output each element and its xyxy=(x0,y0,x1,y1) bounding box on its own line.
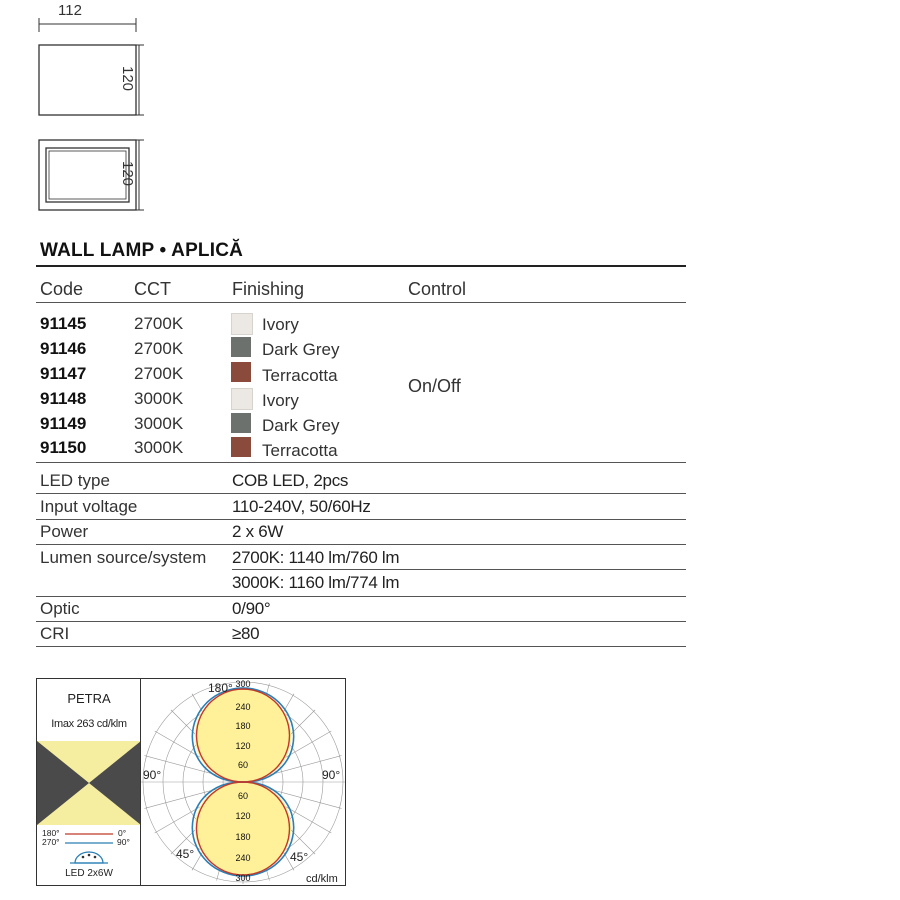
spec-rule xyxy=(36,493,686,494)
angle-top: 180° xyxy=(208,681,233,695)
spec-rule xyxy=(36,544,686,545)
ring-label: 180 xyxy=(235,721,251,731)
title-rule xyxy=(36,265,686,267)
row-finishing: Terracotta xyxy=(262,366,338,385)
row-finishing: Ivory xyxy=(262,391,299,410)
row-code: 91145 xyxy=(40,314,87,333)
angle-bottom-left: 45° xyxy=(176,847,195,861)
spec-value: 0/90° xyxy=(232,599,271,618)
spec-label: Input voltage xyxy=(40,497,138,516)
finish-swatch xyxy=(231,313,253,335)
spec-value: 2 x 6W xyxy=(232,522,284,541)
row-code: 91148 xyxy=(40,389,87,408)
product-title: WALL LAMP • APLICĂ xyxy=(40,240,244,261)
row-finishing: Dark Grey xyxy=(262,416,340,435)
ring-label: 120 xyxy=(235,811,251,821)
row-code: 91146 xyxy=(40,339,87,358)
height-label-side: 120 xyxy=(119,160,137,187)
spec-value: 110-240V, 50/60Hz xyxy=(232,497,371,516)
spec-value: ≥80 xyxy=(232,624,260,643)
finish-swatch xyxy=(231,437,251,457)
row-cct: 2700K xyxy=(134,364,184,383)
row-finishing: Ivory xyxy=(262,315,299,334)
spec-label: Optic xyxy=(40,599,80,618)
dimension-lines xyxy=(20,0,160,225)
led-label: LED 2x6W xyxy=(65,868,113,879)
ring-label: 60 xyxy=(237,760,249,770)
ring-label: 120 xyxy=(235,741,251,751)
legend-0: 0° xyxy=(118,828,127,838)
spec-rule xyxy=(36,621,686,622)
unit-label: cd/klm xyxy=(306,873,338,885)
row-finishing: Dark Grey xyxy=(262,340,340,359)
row-cct: 2700K xyxy=(134,314,184,333)
ring-label: 240 xyxy=(235,702,251,712)
control-value: On/Off xyxy=(408,376,461,396)
spec-label: CRI xyxy=(40,624,70,643)
ring-label: 300 xyxy=(235,873,251,883)
spec-value-3000: 3000K: 1160 lm/774 lm xyxy=(232,573,400,592)
spec-value: COB LED, 2pcs xyxy=(232,471,349,490)
row-cct: 2700K xyxy=(134,339,184,358)
ring-label: 180 xyxy=(235,832,251,842)
polar-diagram xyxy=(140,678,346,886)
legend-180: 180° xyxy=(42,828,60,838)
ring-label: 60 xyxy=(237,791,249,801)
beam-pattern-icon xyxy=(37,741,141,825)
angle-right: 90° xyxy=(322,768,341,782)
legend-90: 90° xyxy=(117,837,130,847)
ring-label: 240 xyxy=(235,853,251,863)
table-rule xyxy=(36,462,686,463)
photometric-info-panel xyxy=(36,678,142,886)
spec-rule xyxy=(36,646,686,647)
finish-swatch xyxy=(231,337,251,357)
header-control: Control xyxy=(408,279,467,299)
spec-label: Power xyxy=(40,522,89,541)
header-finishing: Finishing xyxy=(232,279,305,299)
lumen-sub-rule xyxy=(232,569,686,570)
width-label: 112 xyxy=(58,2,82,19)
row-code: 91150 xyxy=(40,438,87,457)
spec-label: Lumen source/system xyxy=(40,548,207,567)
header-cct: CCT xyxy=(134,279,171,299)
imax-label: Imax 263 cd/klm xyxy=(51,718,127,730)
finish-swatch xyxy=(231,388,253,410)
finish-swatch xyxy=(231,362,251,382)
row-code: 91149 xyxy=(40,414,87,433)
header-rule xyxy=(36,302,686,303)
spec-rule xyxy=(36,519,686,520)
spec-label: LED type xyxy=(40,471,110,490)
angle-bottom-right: 45° xyxy=(290,850,309,864)
row-finishing: Terracotta xyxy=(262,441,338,460)
product-name: PETRA xyxy=(67,691,111,706)
ring-label: 300 xyxy=(235,679,251,689)
header-code: Code xyxy=(40,279,84,299)
row-cct: 3000K xyxy=(134,414,184,433)
spec-value-2700: 2700K: 1140 lm/760 lm xyxy=(232,548,400,567)
row-cct: 3000K xyxy=(134,389,184,408)
row-cct: 3000K xyxy=(134,438,184,457)
legend-270: 270° xyxy=(42,837,60,847)
row-code: 91147 xyxy=(40,364,87,383)
finish-swatch xyxy=(231,413,251,433)
angle-left: 90° xyxy=(143,768,162,782)
spec-rule xyxy=(36,596,686,597)
height-label-front: 120 xyxy=(119,65,137,92)
